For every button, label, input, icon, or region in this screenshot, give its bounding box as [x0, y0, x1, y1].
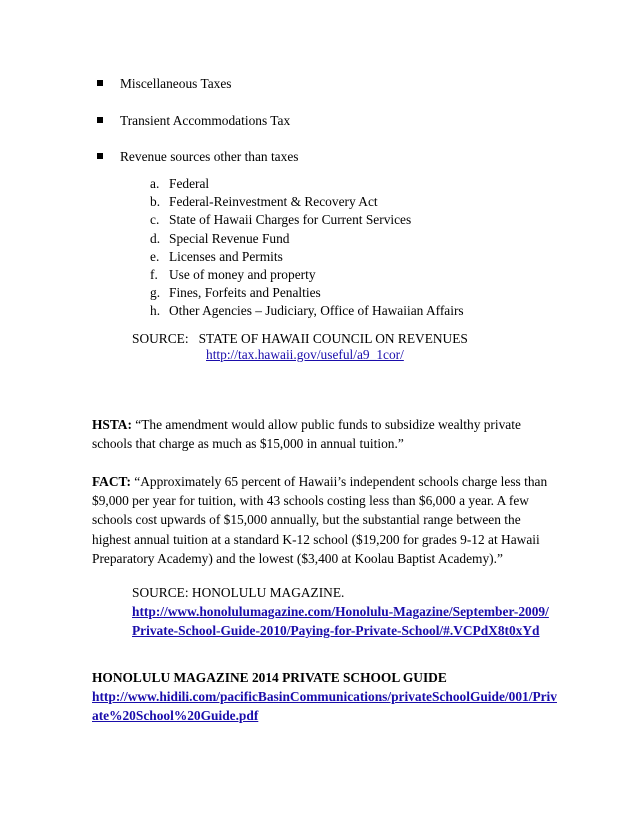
list-item: [150, 302, 464, 320]
bullet-text: Transient Accommodations Tax: [120, 112, 291, 128]
list-text: Fines, Forfeits and Penalties: [169, 285, 321, 301]
list-text: Use of money and property: [169, 266, 316, 282]
list-item: [150, 193, 464, 211]
bullet-item: [96, 76, 298, 113]
fact-label: FACT:: [92, 474, 131, 489]
bullet-text: Revenue sources other than taxes: [120, 149, 299, 164]
list-item: [150, 248, 464, 266]
list-letter: a.: [150, 176, 160, 191]
square-bullet-icon: [97, 117, 103, 123]
source-citation-1: SOURCE: STATE OF HAWAII COUNCIL ON REVENUES: [132, 331, 468, 346]
list-text: Licenses and Permits: [169, 248, 283, 264]
list-letter: e.: [150, 248, 160, 264]
list-letter: g.: [150, 285, 161, 301]
bullet-item: [96, 113, 298, 150]
guide-title: HONOLULU MAGAZINE 2014 PRIVATE SCHOOL GUIDE: [92, 670, 447, 685]
list-letter: f.: [150, 266, 158, 282]
list-text: Special Revenue Fund: [169, 230, 290, 246]
list-item: [150, 230, 464, 248]
list-text: State of Hawaii Charges for Current Services: [169, 212, 412, 228]
hsta-paragraph: [92, 415, 562, 453]
bullet-text: Miscellaneous Taxes: [120, 76, 232, 91]
hsta-text: “The amendment would allow public funds to subsidize wealthy private schools that charge as much as $15,000 in annual tuition.”: [92, 417, 521, 452]
source-2-link[interactable]: http://www.honolulumagazine.com/Honolulu-Magazine/September-2009/Private-School-Guide-2010/Paying-for-Private-School/#.VCPdX8t0xYd: [132, 604, 549, 639]
list-letter: c.: [150, 212, 160, 228]
fact-text: “Approximately 65 percent of Hawaii’s independent schools charge less than $9,000 per year for tuition, with 43 schools costing less than $6,000 a year. A few schools cost upwards of $15,000 annually, but the substantial range between the highest annual tuition at a standard K-12 school ($19,200 for grades 9-12 at Hawaii Preparatory Academy) and the lowest ($3,400 at Koolau Baptist Academy).”: [92, 474, 548, 566]
square-bullet-icon: [97, 153, 103, 159]
bullet-list: [96, 76, 298, 186]
list-letter: d.: [150, 230, 161, 246]
source-1-container: [206, 346, 404, 364]
list-item: [150, 175, 464, 193]
list-letter: h.: [150, 303, 161, 319]
list-item: [150, 266, 464, 284]
guide-link[interactable]: http://www.hidili.com/pacificBasinCommunications/privateSchoolGuide/001/Private%20School%20Guide.pdf: [92, 689, 557, 724]
list-text: Other Agencies – Judiciary, Office of Hawaiian Affairs: [169, 303, 464, 319]
hsta-label: HSTA:: [92, 417, 132, 432]
list-item: [150, 211, 464, 229]
revenue-sub-list: [150, 175, 464, 321]
fact-paragraph: [92, 472, 562, 568]
source-2-label: SOURCE: HONOLULU MAGAZINE.: [132, 585, 345, 600]
private-school-guide: [92, 668, 562, 726]
list-text: Federal: [169, 176, 210, 191]
list-text: Federal-Reinvestment & Recovery Act: [169, 194, 378, 210]
list-item: [150, 284, 464, 302]
source-1-link[interactable]: http://tax.hawaii.gov/useful/a9_1cor/: [206, 347, 404, 362]
source-citation-2: [132, 583, 552, 641]
list-letter: b.: [150, 194, 161, 210]
square-bullet-icon: [97, 80, 103, 86]
